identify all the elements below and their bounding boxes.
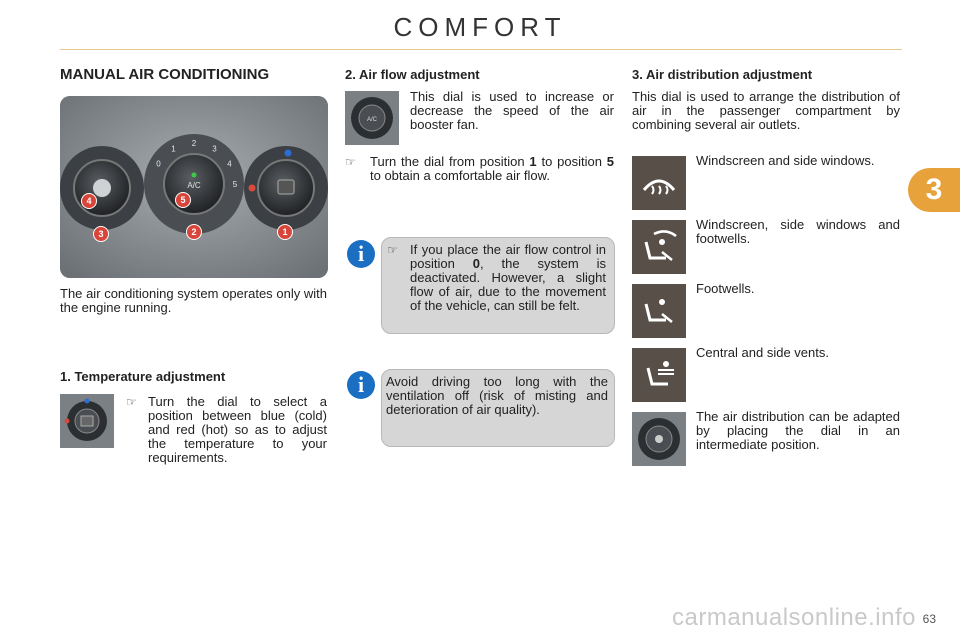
- bullet-icon: ☞: [345, 155, 356, 169]
- airflow-bullet-text: to position: [536, 154, 607, 169]
- info1-text-part: , the system is deactivated. However, a slight flow of air, due to the movement of the vehicle, can still be felt.: [410, 256, 607, 313]
- info2-text: Avoid driving too long with the ventilation off (risk of misting and deterioration of air quality).: [386, 374, 608, 417]
- distribution-dial-thumb: [632, 412, 686, 466]
- info1-position-0: 0: [472, 256, 480, 271]
- info1-text-part: If you place the air flow control in position: [410, 242, 606, 271]
- page-title: COMFORT: [393, 12, 567, 42]
- distribution-title: 3. Air distribution adjustment: [632, 67, 813, 82]
- distribution-intro: This dial is used to arrange the distribution of air in the passenger compartment by combining several air outlets.: [632, 89, 900, 132]
- windscreen-defrost-icon: [632, 156, 686, 210]
- page-number: 63: [922, 612, 936, 626]
- airflow-dial-thumb: [345, 91, 399, 145]
- dial-number: 2: [191, 139, 197, 148]
- info1-text: [410, 243, 606, 313]
- dial-number: 1: [171, 144, 176, 154]
- central-vents-icon: [632, 348, 686, 402]
- bullet-icon: ☞: [126, 395, 137, 409]
- airflow-bullet-text: to obtain a comfortable air flow.: [370, 168, 550, 183]
- info-icon: i: [347, 240, 375, 268]
- distribution-option-4: Central and side vents.: [696, 345, 829, 360]
- airflow-position-1: 1: [529, 154, 537, 169]
- temperature-dial-thumb: [60, 394, 114, 448]
- airflow-title: 2. Air flow adjustment: [345, 67, 480, 82]
- control-panel-photo: [60, 96, 328, 278]
- distribution-option-3: Footwells.: [696, 281, 755, 296]
- temperature-title: 1. Temperature adjustment: [60, 369, 226, 384]
- watermark: carmanualsonline.info: [672, 604, 916, 631]
- dial-number: 3: [212, 144, 217, 154]
- airflow-intro: This dial is used to increase or decrease the speed of the air booster fan.: [410, 89, 614, 132]
- distribution-option-5: The air distribution can be adapted by placing the dial in an intermediate position.: [696, 409, 900, 452]
- header-divider: [60, 49, 902, 50]
- windscreen-footwell-icon: [632, 220, 686, 274]
- dial-number: 4: [227, 159, 232, 169]
- airflow-bullet-text: Turn the dial from position: [370, 154, 530, 169]
- ac-label: A/C: [187, 181, 201, 190]
- distribution-option-1: Windscreen and side windows.: [696, 153, 875, 168]
- section-title: MANUAL AIR CONDITIONING: [60, 66, 270, 83]
- airflow-bullet: [370, 155, 614, 183]
- dial-number: 5: [232, 180, 238, 189]
- footwell-icon: [632, 284, 686, 338]
- callout-2: 2: [186, 224, 202, 240]
- callout-3: 3: [93, 226, 109, 242]
- airflow-position-5: 5: [606, 154, 614, 169]
- callout-5: 5: [175, 192, 191, 208]
- control-panel-illustration: [60, 96, 328, 278]
- callout-1: 1: [277, 224, 293, 240]
- airflow-thumb-label: A/C: [366, 117, 378, 123]
- intro-text: The air conditioning system operates only with the engine running.: [60, 286, 327, 315]
- bullet-icon: ☞: [387, 243, 398, 257]
- info-icon: i: [347, 371, 375, 399]
- callout-4: 4: [81, 193, 97, 209]
- chapter-tab: 3: [908, 168, 960, 212]
- temperature-text: Turn the dial to select a position between blue (cold) and red (hot) so as to adjust the temperature to your requirements.: [148, 394, 327, 465]
- dial-number: 0: [156, 159, 161, 169]
- distribution-option-2: Windscreen, side windows and footwells.: [696, 217, 900, 246]
